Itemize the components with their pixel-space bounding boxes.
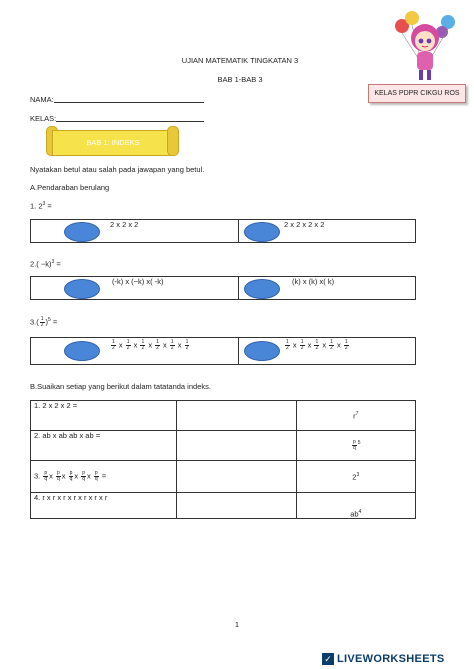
question-3-option-2-bubble[interactable] bbox=[244, 341, 280, 361]
matching-table bbox=[30, 400, 416, 519]
brand-check-icon: ✓ bbox=[322, 653, 334, 665]
question-3-close: ) bbox=[45, 317, 49, 327]
row-2-answer-tile[interactable]: $\frac{p}{q}$ $^5$ bbox=[296, 431, 416, 461]
row-2-drop-zone[interactable] bbox=[177, 431, 296, 461]
question-2-exponent: 3 bbox=[51, 259, 55, 265]
class-badge-label: KELAS PDPR CIKGU ROS bbox=[374, 90, 460, 97]
row-1-answer-tile[interactable]: $r^7$ bbox=[296, 401, 416, 431]
question-3-divider bbox=[238, 338, 239, 364]
mascot-illustration bbox=[392, 10, 458, 86]
row-4-left: 4. r x r x r x r x r x r x r bbox=[31, 493, 177, 519]
table-row bbox=[31, 493, 416, 519]
question-1 bbox=[30, 201, 52, 211]
exam-subtitle: BAB 1-BAB 3 bbox=[217, 75, 263, 84]
question-1-option-1-bubble[interactable] bbox=[64, 222, 100, 242]
question-1-option-2: 2 x 2 x 2 x 2 bbox=[284, 220, 325, 229]
class-badge bbox=[368, 84, 466, 103]
question-3-option-1-bubble[interactable] bbox=[64, 341, 100, 361]
question-2-label: 2.( −k) bbox=[30, 259, 52, 269]
class-field[interactable] bbox=[56, 121, 204, 122]
question-2-divider bbox=[238, 277, 239, 299]
question-1-option-2-bubble[interactable] bbox=[244, 222, 280, 242]
table-row bbox=[31, 461, 416, 493]
chapter-banner-label: BAB 1: INDEKS bbox=[86, 138, 140, 147]
question-2-option-2: (k) x (k) x( k) bbox=[292, 277, 335, 286]
name-field[interactable] bbox=[54, 102, 204, 103]
name-label: NAMA: bbox=[30, 95, 54, 104]
question-3-label: 3.( bbox=[30, 317, 39, 327]
brand-logo bbox=[322, 652, 445, 666]
question-3-option-2: $\frac{1}{2}$ x $\frac{1}{2}$ x $\frac{1}{2}$ x $\frac{1}{2}$ x $\frac{1}{2}$ bbox=[286, 339, 348, 351]
question-1-divider bbox=[238, 220, 239, 242]
question-2-option-1-bubble[interactable] bbox=[64, 279, 100, 299]
class-label: KELAS: bbox=[30, 114, 57, 123]
question-2-option-1: (-k) x (−k) x( -k) bbox=[112, 277, 164, 286]
chapter-banner bbox=[52, 130, 174, 156]
question-3 bbox=[30, 317, 57, 328]
row-3-drop-zone[interactable] bbox=[177, 461, 296, 493]
question-3-exponent: 5 bbox=[48, 317, 51, 323]
row-4-drop-zone[interactable] bbox=[177, 493, 296, 519]
row-1-drop-zone[interactable] bbox=[177, 401, 296, 431]
question-1-label: 1. 2 bbox=[30, 201, 43, 211]
section-a-title: A.Pendaraban berulang bbox=[30, 183, 110, 192]
row-4-answer-tile[interactable]: $ab^4$ bbox=[296, 493, 416, 519]
question-1-equals: = bbox=[45, 201, 52, 211]
question-1-option-1: 2 x 2 x 2 bbox=[110, 220, 139, 229]
question-2-equals: = bbox=[54, 259, 61, 269]
table-row bbox=[31, 401, 416, 431]
section-b-title: B.Suaikan setiap yang berikut dalam tatatanda indeks. bbox=[30, 382, 211, 391]
row-1-left: 1. 2 x 2 x 2 = bbox=[31, 401, 177, 431]
brand-name: LIVEWORKSHEETS bbox=[337, 653, 445, 665]
question-2-option-2-bubble[interactable] bbox=[244, 279, 280, 299]
question-2 bbox=[30, 259, 61, 269]
question-3-equals: = bbox=[50, 317, 58, 327]
table-row bbox=[31, 431, 416, 461]
question-3-option-1: $\frac{1}{2}$ x $\frac{1}{2}$ x $\frac{1}{2}$ x $\frac{1}{2}$ x $\frac{1}{2}$ x $\frac{1}{2}$ bbox=[112, 339, 189, 351]
row-3-answer-tile[interactable]: $2^3$ bbox=[296, 461, 416, 493]
row-3-left: 3. $\frac{p}{q}$ x $\frac{p}{q}$ x $\frac{p}{q}$ x $\frac{p}{q}$ x $\frac{p}{q}$ = bbox=[31, 461, 177, 493]
question-1-exponent: 3 bbox=[42, 201, 46, 207]
page-number: 1 bbox=[234, 620, 240, 629]
exam-title: UJIAN MATEMATIK TINGKATAN 3 bbox=[181, 56, 299, 65]
instruction-text: Nyatakan betul atau salah pada jawapan yang betul. bbox=[30, 165, 205, 174]
row-2-left: 2. ab x ab ab x ab = bbox=[31, 431, 177, 461]
question-3-fraction: $\frac{1}{2}$ bbox=[40, 316, 44, 329]
banner-roll-right bbox=[167, 126, 179, 156]
